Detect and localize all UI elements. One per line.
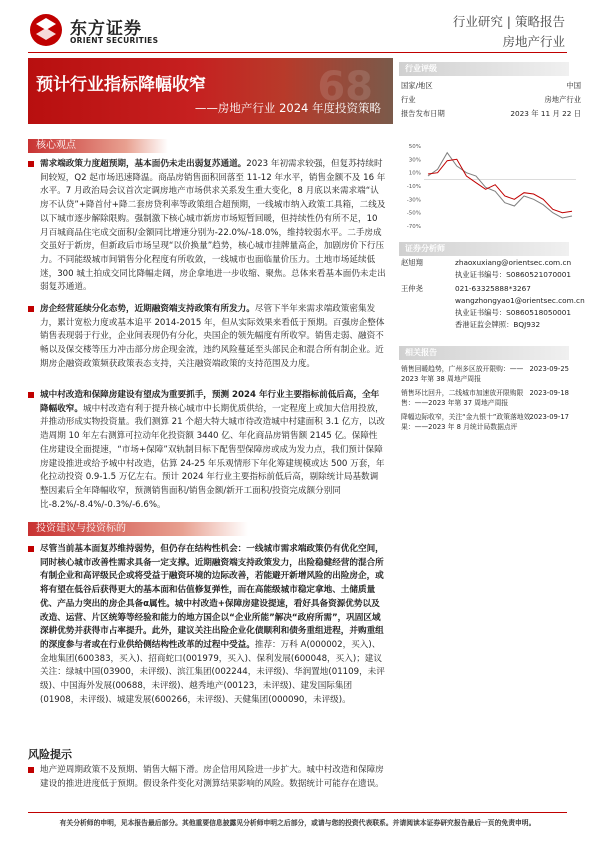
related-report-2[interactable]	[401, 388, 569, 408]
rating-header-label: 行业评级	[405, 64, 437, 73]
core-point-3-lead: 城中村改造和保障房建设有望成为重要抓手，预测 2024 年行业主要指标前低后高，全年降幅收窄。	[40, 390, 380, 414]
rating-row-label: 国家/地区	[401, 81, 433, 90]
bullet-icon	[28, 767, 34, 773]
y-tick-label: 30%	[408, 157, 421, 164]
core-point-2-text: 尽管下半年来需求端政策密集发力，累计宽松力度或基本追平 2014-2015 年，但从实际效果来看低于预期。百强房企整体销售表现弱于行业，企业间表现仍有分化，央国企的领先幅度有所收窄。销售走弱、融资不畅以及保交楼等压力冲击部分房企现金流，违约风险蔓延至头部民企和混合所有制企业。近期房企融资政策频获政策表态支持，关注融资端政策的支持范围及力度。	[40, 304, 385, 369]
rating-row-value: 房地产行业	[544, 95, 581, 104]
core-point-1-text: 2023 年初需求较强，但复苏持续时间较短，Q2 起市场迅速降温。商品房销售面积回落至 11-12 年水平，销售金额不及 16 年水平。7 月政治局会议首次定调房地产市场供求关系发生重大变化，8 月底以来需求端“认房不认贷”+降首付+降二套房贷利率等政策组合超预期，一线城市纳入政策工具箱，二线及以下城市逐步解除限购。强制激下核心城市新房市场短暂回暖，但持续性仍有所不足，10 月百城商品住宅成交面积/金额同比增速分别为-22.0%/-18.0%，维持较弱水平。二手房成交虽好于新房，但新政后市场呈现“以价换量”趋势，核心城市挂牌量高企，加剧房价下行压力。不同能级城市间销售分化程度有所收敛，一线城市也面临量价压力。土地市场延续低迷，300 城土拍成交同比降幅走阔，房企拿地进一步收缩、聚焦。总体来看基本面仍未走出弱复苏通道。	[40, 159, 386, 293]
rating-row-label: 行业	[401, 95, 416, 104]
header-divider	[28, 52, 567, 53]
core-point-2-lead: 房企经营延续分化态势，近期融资端支持政策有所发力。	[40, 304, 255, 314]
banner-decoration: 68	[317, 64, 373, 110]
section-risk-title: 风险提示	[28, 748, 72, 761]
related-report-title[interactable]: 降幅边际收窄，关注“金九银十”政策落地效果：——2023 年 8 月统计局数据点评	[401, 413, 531, 431]
related-report-date: 2023-09-25	[529, 365, 569, 373]
logo-text-en: ORIENT SECURITIES	[70, 36, 159, 45]
bullet-icon	[28, 306, 34, 312]
report-type: 行业研究 | 策略报告	[452, 14, 565, 29]
analyst-1-cert: 执业证书编号：S0860521070001	[455, 270, 572, 279]
analyst-2-hk: 香港证监会牌照：BQJ932	[455, 320, 541, 329]
related-report-3[interactable]	[401, 412, 569, 432]
section-advice-header	[28, 522, 248, 536]
related-report-date: 2023-09-18	[529, 389, 569, 397]
rating-header	[399, 62, 569, 76]
related-report-title[interactable]: 销售回暖趋势，广州多区放开限购：——2023 年第 38 周地产周报	[401, 365, 524, 383]
y-tick-label: -30%	[406, 197, 421, 204]
analyst-2-name: 王仲尧	[401, 284, 423, 293]
related-report-1[interactable]	[401, 364, 569, 384]
bullet-icon	[28, 161, 34, 167]
section-advice-title: 投资建议与投资标的	[36, 523, 126, 534]
logo-text-cn: 东方证券	[70, 19, 142, 39]
related-header	[399, 346, 569, 360]
series-line-2	[428, 159, 572, 212]
bullet-icon	[28, 546, 34, 552]
analyst-1-name: 赵旭翔	[401, 258, 423, 267]
analyst-2-phone: 021-63325888*3267	[455, 284, 531, 293]
rating-row-industry	[401, 95, 581, 105]
core-point-2	[28, 303, 386, 372]
core-point-1	[28, 158, 386, 295]
advice-text: 推荐：万科 A(000002，买入)、金地集团(600383，买入)、招商蛇口(001979，买入)、保利发展(600048，买入)；建议关注：绿城中国(03900，未评级)、滨江集团(002244，未评级)、华润置地(01109，未评级)、中国海外发展(00688，未评级)、越秀地产(00123，未评级)、建发国际集团(01908，未评级)、城建发展(600266，未评级)、天健集团(000090，未评级)。	[40, 639, 385, 705]
footer-divider	[28, 812, 567, 813]
core-point-3	[28, 389, 386, 512]
orient-logo-icon	[28, 12, 64, 48]
y-tick-label: 10%	[408, 170, 421, 177]
risk-text: 地产逆周期政策不及预期、销售大幅下滑。房企信用风险进一步扩大。城中村改造和保障房建设的推进进度低于预期。假设条件变化对测算结果影响的风险。数据统计可能存在遗误。	[40, 765, 384, 789]
rating-row-value: 中国	[566, 81, 581, 90]
bullet-icon	[28, 392, 34, 398]
analyst-1-email[interactable]: zhaoxuxiang@orientsec.com.cn	[455, 258, 572, 267]
report-subtitle: ——房地产行业 2024 年度投资策略	[194, 101, 381, 115]
market-chart	[400, 142, 580, 234]
y-tick-label: 50%	[408, 144, 421, 150]
rating-row-value: 2023 年 11 月 22 日	[510, 109, 581, 118]
analyst-header-label: 证券分析师	[405, 244, 445, 253]
related-report-title[interactable]: 销售环比回升，二线城市加速放开限购限售：——2023 年第 37 周地产周报	[401, 389, 524, 407]
advice-lead: 尽管当前基本面复苏维持弱势，但仍存在结构性机会：一线城市需求端政策仍有优化空间，同时核心城市改善性需求具备一定支撑。近期融资端支持政策发力，出险稳健经营的混合所有制企业和高评级民企或将受益于融资环境的边际改善，若能避开新增风险的出险房企，或将有望在低谷后获得更大的基本面和估值修复弹性，而在高能级城市稳定拿地、土储质量优、产品力突出的房企具备α属性。城中村改造+保障房建设提速，看好具备资源优势以及改造、运营、片区统筹等经验和能力的地方国企以“企业所能”解决“政府所需”，巩固区域深耕优势并获得市占率提升。此外，建议关注出险企业化债顺利和债务重组进程，并购重组的深度参与者或在行业供给侧结构性改革的过程中受益。	[40, 544, 384, 650]
analyst-2-email[interactable]: wangzhongyao1@orientsec.com.cn	[455, 296, 585, 305]
advice-paragraph	[28, 543, 386, 707]
core-point-3-text: 城中村改造有利于提升核心城市中长期优质供给，一定程度上或加大信用投放，并推动形成实物投资量。我们测算 21 个超大特大城市待改造城中村建面积 3.1 亿方，以改造周期 10 年左右测算可拉动年化投资额 3440 亿、年化商品房销售额 2145 亿。保障性住房建设全面提速，“市场+保障”双轨制目标下配售型保障房或成为发力点，我们预计保障房建设推进或给予城中村改造，估算 24-25 年乐观情形下年化筹建规模或达 500 万套，年化拉动投资 0.9-1.5 万亿左右。预计 2024 年行业主要指标前低后高，剔除统计局基数调整因素后全年降幅收窄，预测销售面积/销售金额/新开工面积/投资完成额分别同比-8.2%/-8.4%/-0.3%/-6.6%。	[40, 403, 385, 510]
industry-label: 房地产行业	[502, 34, 565, 49]
rating-row-date	[401, 109, 581, 119]
title-banner	[28, 58, 393, 124]
section-core-header	[28, 139, 168, 153]
risk-paragraph	[28, 764, 386, 791]
section-core-title: 核心观点	[36, 140, 76, 151]
rating-row-region	[401, 81, 581, 91]
report-title: 预计行业指标降幅收窄	[36, 75, 206, 95]
footer-disclaimer: 有关分析师的申明，见本报告最后部分。其他重要信息披露见分析师申明之后部分，或请与您的投资代表联系。并请阅读本证券研究报告最后一页的免责申明。	[59, 819, 536, 827]
analyst-2-cert: 执业证书编号：S0860518050001	[455, 308, 572, 317]
y-tick-label: -50%	[406, 210, 421, 217]
y-tick-label: -70%	[406, 224, 421, 230]
core-point-1-lead: 需求端政策力度超预期，基本面仍未走出弱复苏通道。	[40, 159, 247, 169]
series-line-1	[428, 153, 572, 218]
related-header-label: 相关报告	[405, 348, 437, 357]
analyst-header	[399, 242, 569, 256]
related-report-date: 2023-09-17	[529, 413, 569, 421]
rating-row-label: 报告发布日期	[401, 109, 445, 118]
y-tick-label: -10%	[406, 184, 421, 190]
